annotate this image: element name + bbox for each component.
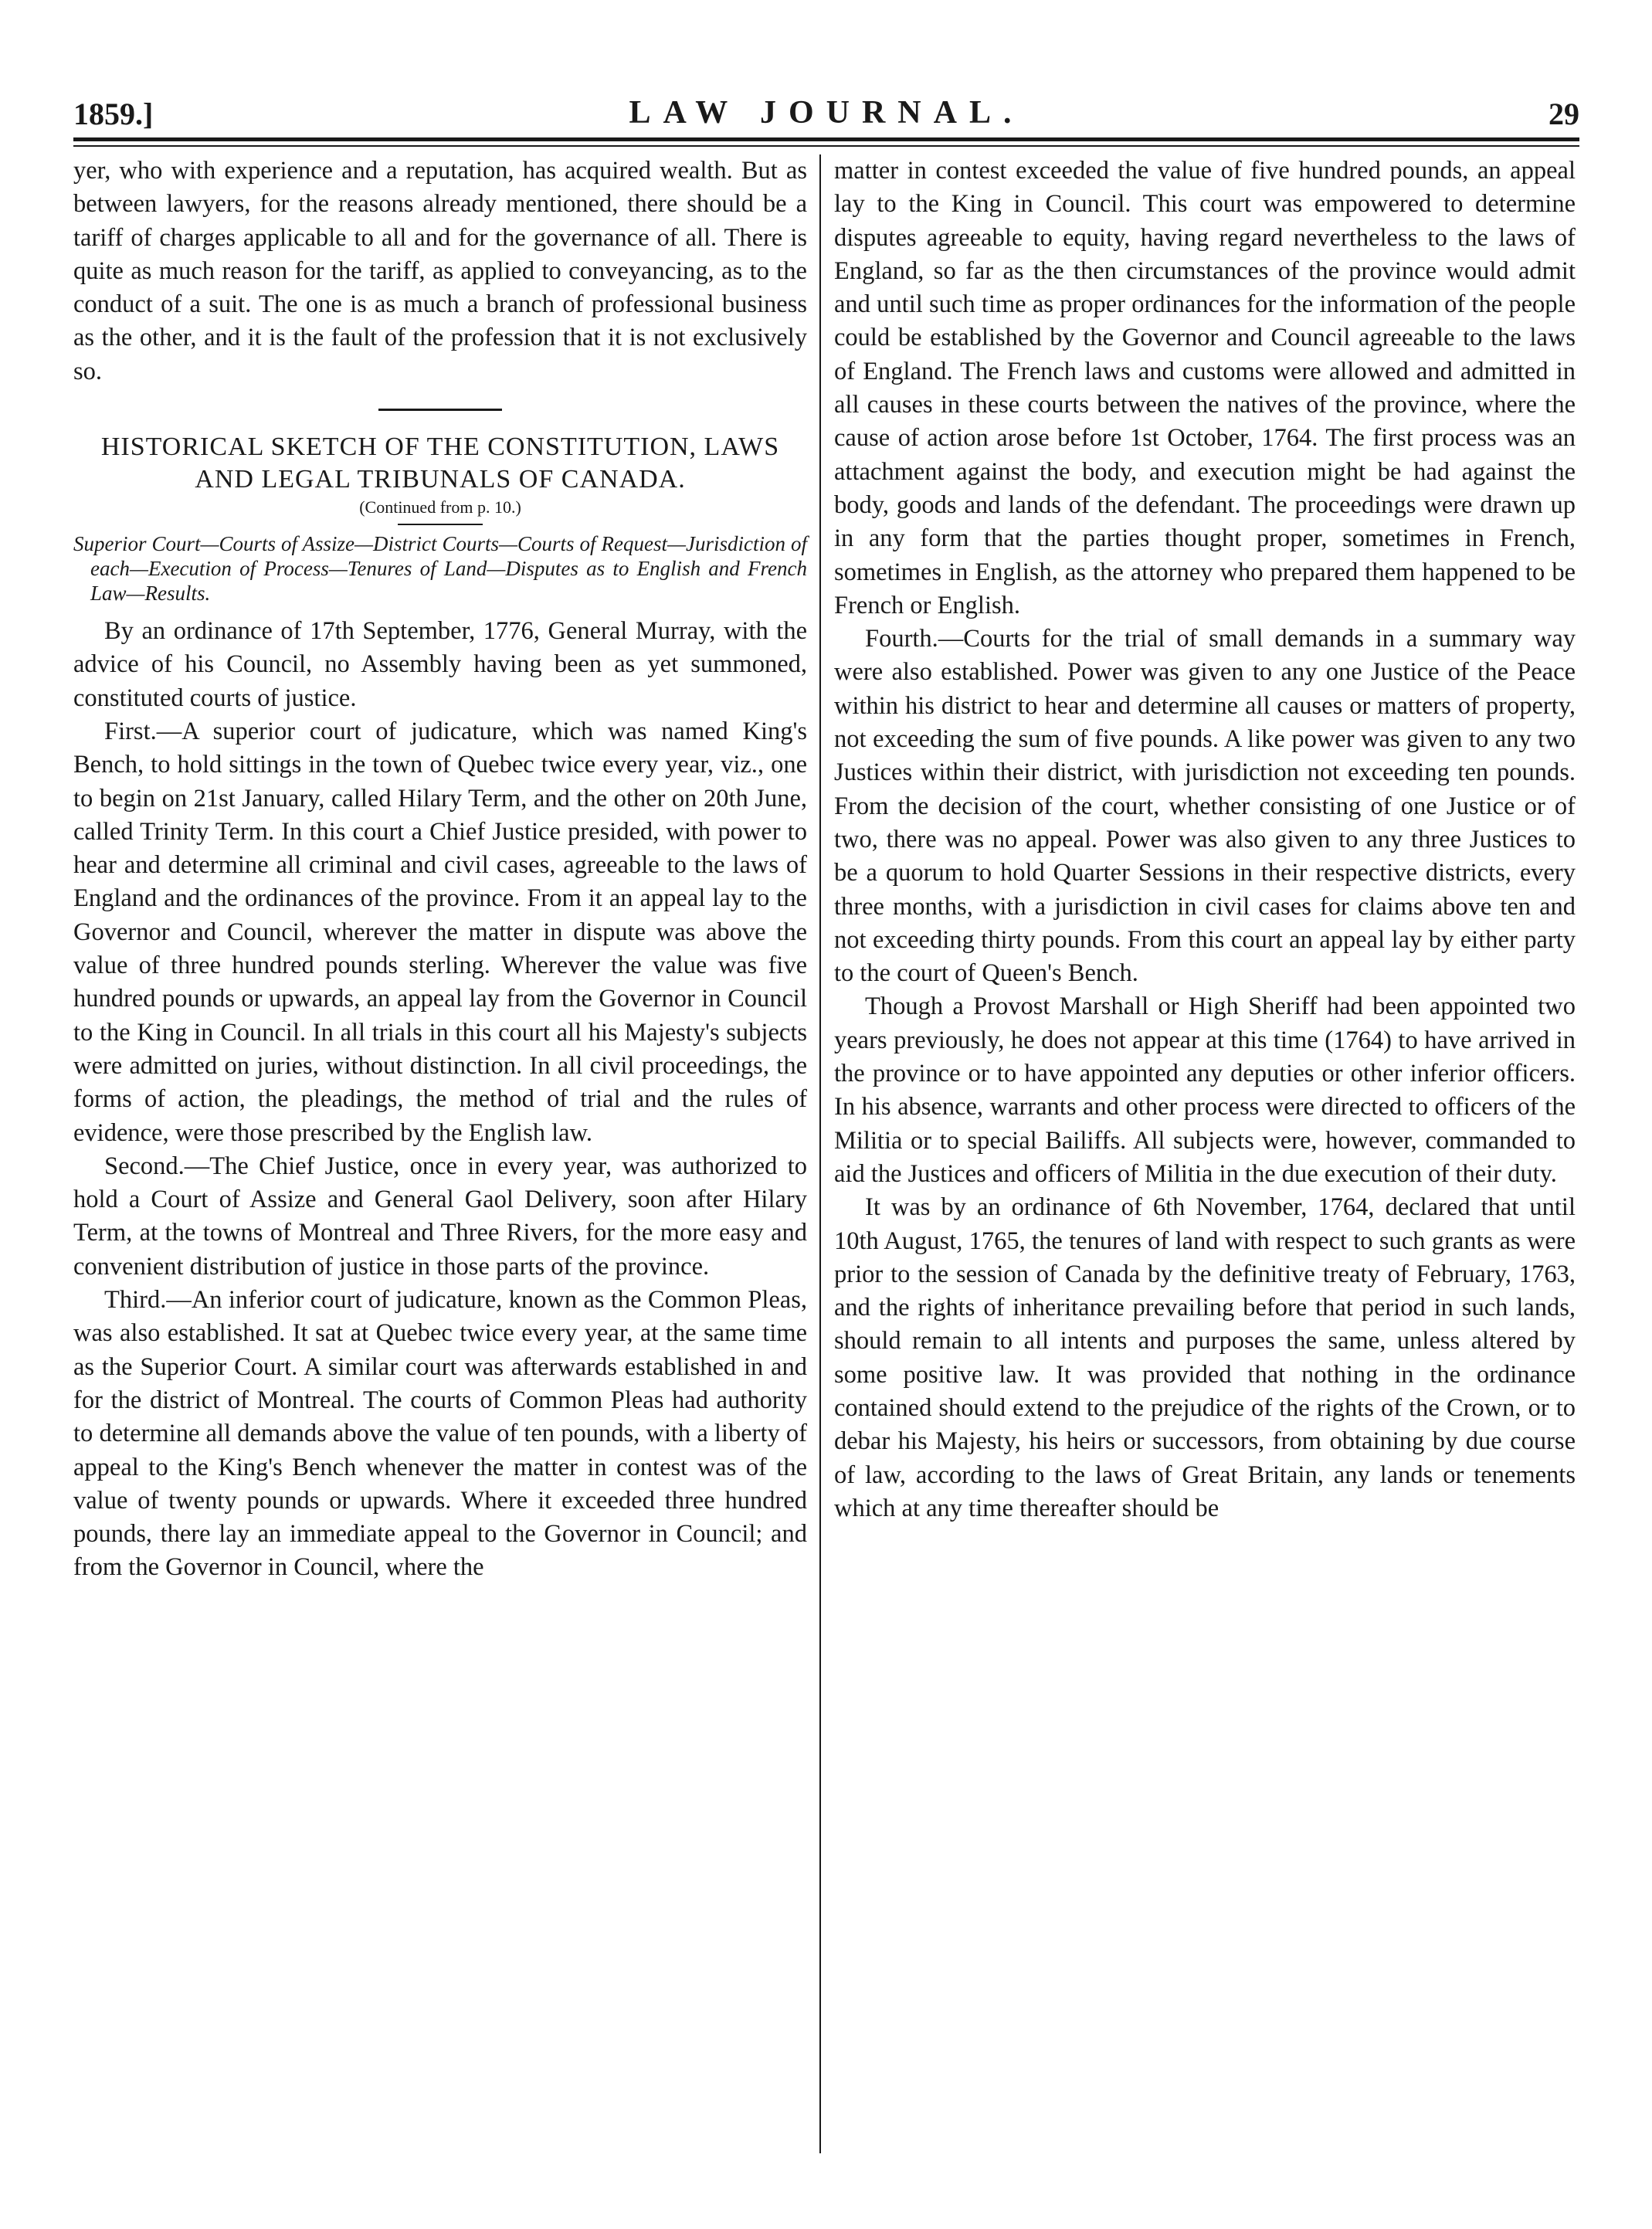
carry-over-paragraph: yer, who with experience and a reputation, has acquired wealth. But as between lawyers, for the reasons already mentioned, there should be a tariff of charges applicable to all and for the governance of all. There is quite as much reason for the tariff, as applied to conveyancing, as to the conduct of a suit. The one is as much a branch of professional business as the other, and it is the fault of the profession that it is not exclusively so.	[73, 157, 807, 385]
paragraph: Second.—The Chief Justice, once in every year, was authorized to hold a Court of Assize and General Gaol Delivery, soon after Hilary Term, at the towns of Montreal and Three Rivers, for the more easy and convenient distribution of justice in those parts of the province.	[73, 1152, 807, 1281]
paragraph: First.—A superior court of judicature, which was named King's Bench, to hold sittings in the town of Quebec twice every year, viz., one to begin on 21st January, called Hilary Term, and the other on 20th June, called Trinity Term. In this court a Chief Justice presided, with power to hear and determine all criminal and civil cases, agreeable to the laws of England and the ordinances of the province. From it an appeal lay to the Governor and Council, wherever the matter in dispute was above the value of three hundred pounds sterling. Wherever the value was five hundred pounds or upwards, an appeal lay from the Governor in Council to the King in Council. In all trials in this court all his Majesty's subjects were admitted on juries, without distinction. In all civil proceedings, the forms of action, the pleadings, the method of trial and the rules of evidence, were those prescribed by the English law.	[73, 717, 807, 1147]
running-header	[73, 91, 1579, 137]
paragraph: Fourth.—Courts for the trial of small demands in a summary way were also established. Power was given to any one Justice of the Peace within his district to hear and determine all causes or matters of property, not exceeding the sum of five pounds. A like power was given to any two Justices within their district, with jurisdiction not exceeding ten pounds. From the decision of the court, whether consisting of one Justice or of two, there was no appeal. Power was also given to any three Justices to be a quorum to hold Quarter Sessions in their respective districts, every three months, with a jurisdiction in civil cases for claims above ten and not exceeding thirty pounds. From this court an appeal lay by either party to the court of Queen's Bench.	[834, 625, 1576, 988]
continued-note: (Continued from p. 10.)	[359, 497, 521, 517]
paragraph: Though a Provost Marshall or High Sheriff had been appointed two years previously, he does not appear at this time (1764) to have arrived in the province or to have appointed any deputies or other inferior officers. In his absence, warrants and other process were directed to officers of the Militia or to special Bailiffs. All subjects were, however, commanded to aid the Justices and officers of Militia in the due execution of their duty.	[834, 992, 1576, 1188]
header-year: 1859.]	[73, 97, 154, 131]
header-rule-thick	[73, 137, 1579, 141]
paragraph: matter in contest exceeded the value of five hundred pounds, an appeal lay to the King in Council. This court was empowered to determine disputes agreeable to equity, having regard nevertheless to the laws of England, so far as the then circumstances of the province would admit and until such time as proper ordinances for the information of the people could be established by the Governor and Council agreeable to the laws of England. The French laws and customs were allowed and admitted in all causes in these courts between the natives of the province, where the cause of action arose before 1st October, 1764. The first process was an attachment against the body, and execution might be had against the body, goods and lands of the defendant. The proceedings were drawn up in any form that the parties thought proper, sometimes in French, sometimes in English, as the attorney who prepared them happened to be French or English.	[834, 157, 1576, 619]
page-number: 29	[1549, 97, 1579, 131]
header-rule-thin	[73, 145, 1579, 147]
column-divider	[819, 154, 821, 2153]
left-column	[73, 154, 807, 1585]
journal-page	[73, 91, 1579, 2176]
paragraph: Third.—An inferior court of judicature, known as the Common Pleas, was also established. It sat at Quebec twice every year, at the same time as the Superior Court. A similar court was afterwards established in and for the district of Montreal. The courts of Common Pleas had authority to determine all demands above the value of ten pounds, with a liberty of appeal to the King's Bench whenever the matter in contest was of the value of twenty pounds or upwards. Where it exceeded three hundred pounds, there lay an immediate appeal to the Governor in Council; and from the Governor in Council, where the	[73, 1286, 807, 1582]
journal-title: LAW JOURNAL.	[629, 95, 1024, 131]
article-subheads: Superior Court—Courts of Assize—District Courts—Courts of Request—Jurisdiction of each—Execution of Process—Tenures of Land—Disputes as to English and French Law—Results.	[73, 532, 807, 606]
section-divider	[378, 409, 502, 411]
paragraph: By an ordinance of 17th September, 1776, General Murray, with the advice of his Council, no Assembly having been as yet summoned, constituted courts of justice.	[73, 617, 807, 712]
paragraph: It was by an ordinance of 6th November, 1764, declared that until 10th August, 1765, the tenures of land with respect to such grants as were prior to the session of Canada by the definitive treaty of February, 1763, and the rights of inheritance prevailing before that period in such lands, should remain to all intents and purposes the same, unless altered by some positive law. It was provided that nothing in the ordinance contained should extend to the prejudice of the rights of the Crown, or to debar his Majesty, his heirs or successors, from obtaining by due course of law, according to the laws of Great Britain, any lands or tenements which at any time thereafter should be	[834, 1193, 1576, 1522]
title-divider	[398, 524, 483, 525]
article-title-line-2: AND LEGAL TRIBUNALS OF CANADA.	[195, 465, 686, 494]
article-title-line-1: HISTORICAL SKETCH OF THE CONSTITUTION, LAWS	[100, 433, 780, 462]
right-column	[834, 154, 1576, 1525]
text-columns	[73, 154, 1579, 2176]
